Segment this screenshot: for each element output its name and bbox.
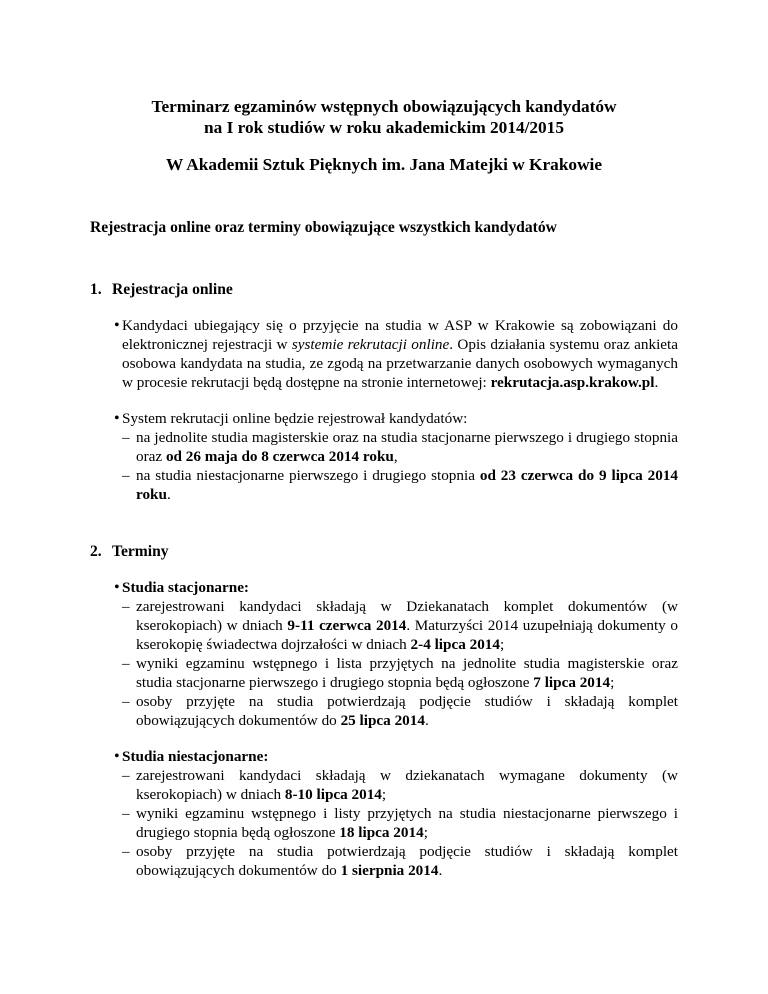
title-line-2: na I rok studiów w roku akademickim 2014/2015 [204,118,564,137]
recruitment-website: rekrutacja.asp.krakow.pl [490,374,655,391]
date: 1 sierpnia 2014 [340,862,439,879]
section-2-heading [90,542,678,561]
registration-heading: Rejestracja online oraz terminy obowiązujące wszystkich kandydatów [90,219,557,236]
bullet-icon: • [114,579,120,596]
dash-icon: – [122,467,130,484]
date: 25 lipca 2014 [340,712,425,729]
punctuation: , [393,448,398,465]
nonstationary-heading: Studia niestacjonarne: [122,748,269,765]
paragraph-text: . Opis działania systemu oraz ankieta osobowa kandydata na studia, ze zgodą na przetwarzanie danych osobowych wymaganych w procesie rekrutacji będą dostępne na stronie internetowej: [122,336,678,391]
date: 9-11 czerwca 2014 [287,617,407,634]
punctuation: . [438,862,443,879]
punctuation: ; [499,636,505,653]
paragraph-text: Kandydaci ubiegający się o przyjęcie na studia w ASP w Krakowie są zobowiązani do elektronicznej rejestracji w [122,317,678,353]
item-text: na studia niestacjonarne pierwszego i drugiego stopnia [136,467,480,484]
section-1-number: 1. [90,281,102,298]
punctuation: ; [610,674,615,691]
academy-subtitle: W Akademii Sztuk Pięknych im. Jana Matejki w Krakowie [165,155,603,174]
dash-icon: – [122,805,130,822]
list-item [122,766,678,804]
item-text: zarejestrowani kandydaci składają w Dziekanatach komplet dokumentów (w kserokopiach) w dniach [136,598,678,634]
section-2-title: Terminy [112,543,169,560]
section-1-bullet-2 [90,409,678,504]
item-text: osoby przyjęte na studia potwierdzają podjęcie studiów i składają komplet obowiązujących dokumentów do [136,693,678,729]
section-1-heading [90,280,678,299]
item-text: wyniki egzaminu wstępnego i lista przyjętych na jednolite studia magisterskie oraz studia stacjonarne pierwszego i drugiego stopnia będą ogłoszone [136,655,678,691]
item-text: wyniki egzaminu wstępnego i listy przyjętych na studia niestacjonarne pierwszego i drugiego stopnia będą ogłoszone [136,805,678,841]
list-item [122,842,678,880]
item-text: . Maturzyści 2014 uzupełniają dokumenty o kserokopię świadectwa dojrzałości w dniach [136,617,678,653]
stationary-studies-block [90,578,678,730]
dash-icon: – [122,598,130,615]
nonstationary-studies-block [90,747,678,880]
section-1-bullet-1 [90,316,678,392]
punctuation: . [424,712,429,729]
title-line-1: Terminarz egzaminów wstępnych obowiązujących kandydatów [151,97,617,116]
date: 2-4 lipca 2014 [410,636,500,653]
list-item [122,654,678,692]
item-text: zarejestrowani kandydaci składają w dziekanatach wymagane dokumenty (w kserokopiach) w dniach [136,767,678,803]
list-item [122,466,678,504]
punctuation: ; [381,786,387,803]
dash-icon: – [122,767,130,784]
list-item [122,692,678,730]
date-range: od 26 maja do 8 czerwca 2014 roku [165,448,394,465]
date-range: od 23 czerwca do 9 lipca 2014 roku [136,467,678,503]
punctuation: ; [423,824,428,841]
section-2-number: 2. [90,543,102,560]
italic-text: systemie rekrutacji online [291,336,450,353]
dash-icon: – [122,693,130,710]
bullet-icon: • [114,748,120,765]
punctuation: . [166,486,171,503]
date: 18 lipca 2014 [339,824,424,841]
date: 8-10 lipca 2014 [284,786,382,803]
stationary-heading: Studia stacjonarne: [122,579,249,596]
document-title [90,96,678,138]
list-item [122,428,678,466]
punctuation: . [654,374,659,391]
bullet-icon: • [114,410,120,427]
section-1-title: Rejestracja online [112,281,233,298]
bullet-intro: System rekrutacji online będzie rejestrował kandydatów: [122,410,468,427]
dash-icon: – [122,429,130,446]
date: 7 lipca 2014 [533,674,611,691]
dash-icon: – [122,655,130,672]
bullet-icon: • [114,317,120,334]
list-item [122,597,678,654]
list-item [122,804,678,842]
dash-icon: – [122,843,130,860]
item-text: osoby przyjęte na studia potwierdzają podjęcie studiów i składają komplet obowiązujących dokumentów do [136,843,678,879]
item-text: na jednolite studia magisterskie oraz na studia stacjonarne pierwszego i drugiego stopnia oraz [136,429,678,465]
